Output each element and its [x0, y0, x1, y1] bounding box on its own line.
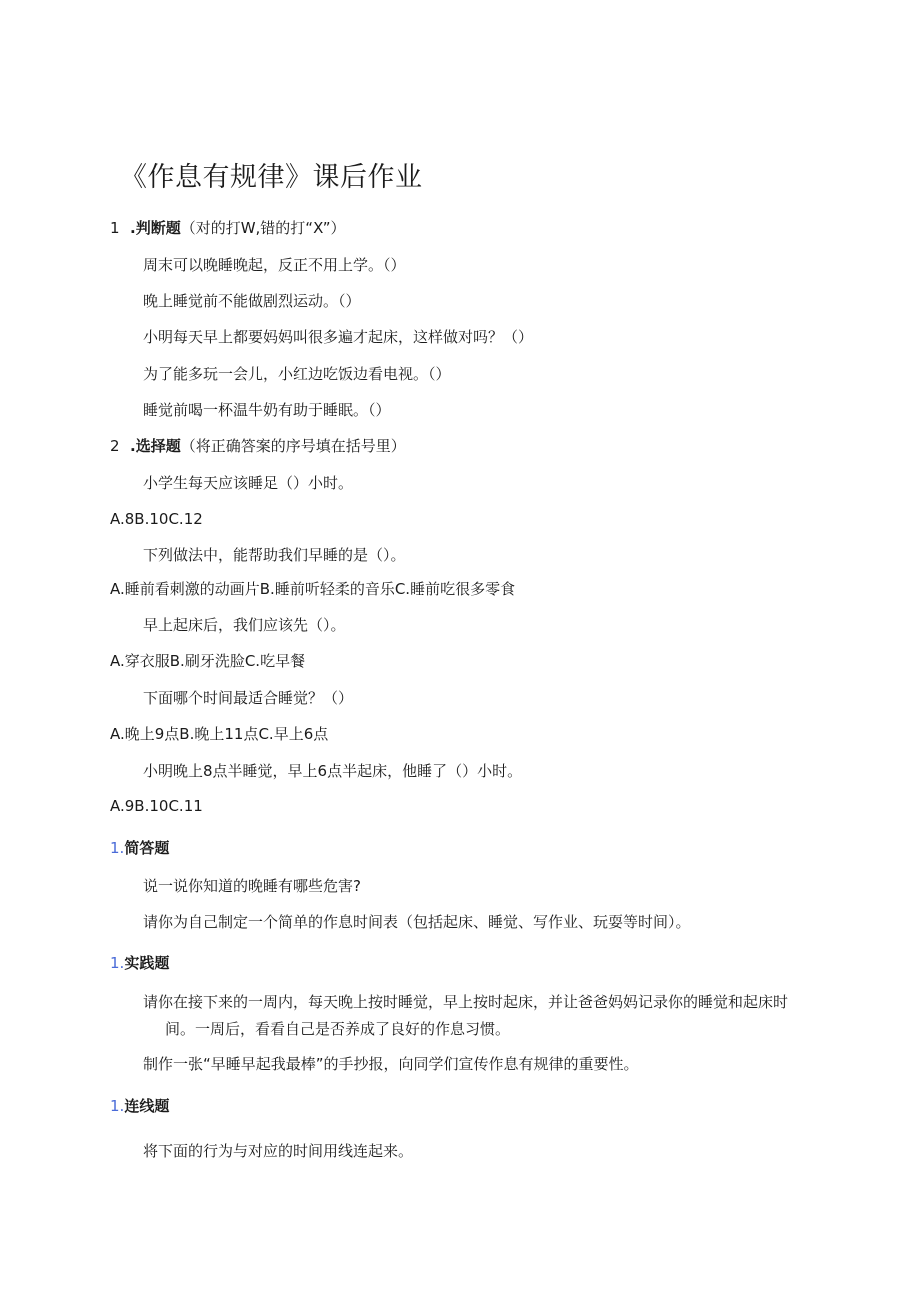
section-heading-short-answer [110, 838, 169, 858]
question-item: 小明晚上8点半睡觉，早上6点半起床，他睡了（）小时。 [143, 762, 523, 780]
question-item: 小明每天早上都要妈妈叫很多遍才起床，这样做对吗？（） [143, 328, 534, 346]
question-item: 下面哪个时间最适合睡觉？（） [143, 689, 354, 707]
question-item: 请你为自己制定一个简单的作息时间表（包括起床、睡觉、写作业、玩耍等时间）。 [143, 913, 691, 931]
section-heading-judgment [110, 218, 346, 238]
question-item: 为了能多玩一会儿，小红边吃饭边看电视。（） [143, 365, 451, 383]
question-item: 晚上睡觉前不能做剧烈运动。（） [143, 292, 361, 310]
answer-options: A.晚上9点B.晚上11点C.早上6点 [110, 725, 329, 743]
answer-options: A.睡前看刺激的动画片B.睡前听轻柔的音乐C.睡前吃很多零食 [110, 580, 516, 598]
section-heading-practice [110, 953, 169, 973]
question-item: 将下面的行为与对应的时间用线连起来。 [143, 1142, 414, 1160]
section-name: 实践题 [124, 954, 170, 972]
question-item: 小学生每天应该睡足（）小时。 [143, 474, 354, 492]
section-note: （将正确答案的序号填在括号里） [180, 437, 406, 455]
answer-options: A.9B.10C.11 [110, 797, 203, 815]
question-item: 说一说你知道的晚睡有哪些危害? [143, 877, 361, 895]
section-name: .判断题 [130, 219, 181, 237]
section-heading-matching [110, 1096, 169, 1116]
practice-paragraph-line: 间。一周后，看看自己是否养成了良好的作息习惯。 [165, 1020, 511, 1038]
section-name: .选择题 [130, 437, 181, 455]
section-number: 1. [110, 954, 125, 972]
section-number: 1 [110, 219, 120, 237]
question-item: 睡觉前喝一杯温牛奶有助于睡眠。（） [143, 401, 391, 419]
section-name: 连线题 [124, 1097, 170, 1115]
section-name: 简答题 [124, 839, 170, 857]
section-number: 1. [110, 839, 125, 857]
section-note: （对的打W,错的打“X”） [180, 219, 346, 237]
page-title: 《作息有规律》课后作业 [120, 162, 423, 193]
question-item: 早上起床后，我们应该先（）。 [143, 616, 346, 634]
practice-paragraph: 制作一张“早睡早起我最棒”的手抄报，向同学们宣传作息有规律的重要性。 [143, 1055, 639, 1073]
section-heading-choice [110, 436, 406, 456]
answer-options: A.穿衣服B.刷牙洗脸C.吃早餐 [110, 652, 306, 670]
section-number: 2 [110, 437, 120, 455]
section-number: 1. [110, 1097, 125, 1115]
practice-paragraph-line: 请你在接下来的一周内，每天晚上按时睡觉，早上按时起床，并让爸爸妈妈记录你的睡觉和起床时 [143, 993, 789, 1011]
question-item: 下列做法中，能帮助我们早睡的是（）。 [143, 546, 406, 564]
question-item: 周末可以晚睡晚起，反正不用上学。（） [143, 256, 406, 274]
answer-options: A.8B.10C.12 [110, 510, 203, 528]
